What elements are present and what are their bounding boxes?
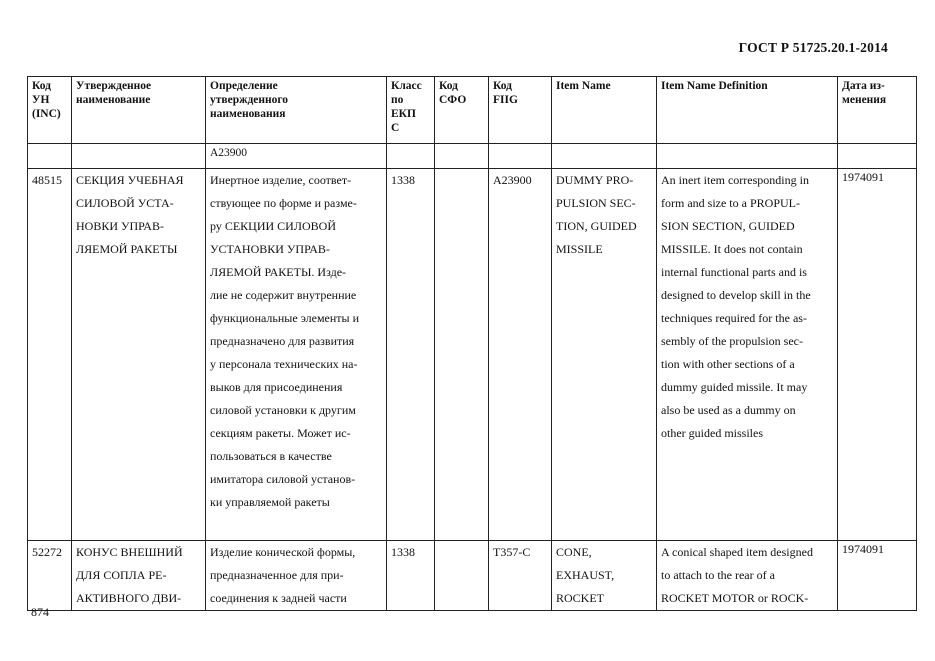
text-line: tion with other sections of a <box>661 357 795 371</box>
table-row <box>28 169 917 541</box>
text-line: наименование <box>76 94 151 106</box>
text-line: ROCKET <box>556 591 604 605</box>
item-name-cell <box>552 541 657 611</box>
text-line: (INC) <box>32 108 61 120</box>
column-header-definition <box>206 77 387 144</box>
table-row-continuation <box>28 144 917 169</box>
class-cell: 1338 <box>387 169 435 541</box>
text-line: лие не содержит внутренние <box>210 288 357 302</box>
fiig-cell: A23900 <box>489 169 552 541</box>
text-line: Класс <box>391 80 422 92</box>
text-line: КОНУС ВНЕШНИЙ <box>76 545 183 559</box>
sfo-cell <box>435 169 489 541</box>
text-line: секциям ракеты. Может ис- <box>210 426 351 440</box>
nomenclature-table <box>27 76 917 611</box>
text-line: Item Name <box>556 80 611 92</box>
text-line: СИЛОВОЙ УСТА- <box>76 196 174 210</box>
text-line: ЕКП <box>391 108 416 120</box>
text-line: Определение <box>210 80 278 92</box>
column-header-approved-name <box>72 77 206 144</box>
item-name-definition-cell <box>657 541 838 611</box>
text-line: also be used as a dummy on <box>661 403 796 417</box>
text-line: СФО <box>439 94 467 106</box>
text-line: соединения к задней части <box>210 591 347 605</box>
text-line: утвержденного <box>210 94 289 106</box>
fiig-cell: T357-C <box>489 541 552 611</box>
text-line: Утвержденное <box>76 80 152 92</box>
text-line: имитатора силовой установ- <box>210 472 356 486</box>
text-line: MISSILE. It does not contain <box>661 242 803 256</box>
text-line: Изделие конической формы, <box>210 545 356 559</box>
text-line: Дата из- <box>842 80 885 92</box>
column-header-sfo <box>435 77 489 144</box>
text-line: силовой установки к другим <box>210 403 356 417</box>
text-line: techniques required for the as- <box>661 311 807 325</box>
text-line: Инертное изделие, соответ- <box>210 173 352 187</box>
text-line: EXHAUST, <box>556 568 615 582</box>
document-standard-title: ГОСТ Р 51725.20.1-2014 <box>738 40 888 55</box>
approved-name-cell <box>72 169 206 541</box>
text-line: SION SECTION, GUIDED <box>661 219 795 233</box>
text-line: функциональные элементы и <box>210 311 360 325</box>
text-line: designed to develop skill in the <box>661 288 811 302</box>
approved-name-cell <box>72 541 206 611</box>
column-header-change-date <box>838 77 917 144</box>
text-line: по <box>391 94 404 106</box>
table-row <box>28 541 917 611</box>
text-line: Код <box>493 80 513 92</box>
text-line: ру СЕКЦИИ СИЛОВОЙ <box>210 219 336 233</box>
text-line: НОВКИ УПРАВ- <box>76 219 164 233</box>
text-line: to attach to the rear of a <box>661 568 775 582</box>
text-line: sembly of the propulsion sec- <box>661 334 803 348</box>
page-number: 874 <box>31 605 49 619</box>
text-line: пользоваться в качестве <box>210 449 332 463</box>
column-header-fiig <box>489 77 552 144</box>
text-line: PULSION SEC- <box>556 196 636 210</box>
text-line: dummy guided missile. It may <box>661 380 808 394</box>
text-line: other guided missiles <box>661 426 763 440</box>
text-line: менения <box>842 94 887 106</box>
column-header-item-name <box>552 77 657 144</box>
text-line: FIIG <box>493 94 518 106</box>
text-line: CONE, <box>556 545 592 559</box>
text-line: СЕКЦИЯ УЧЕБНАЯ <box>76 173 184 187</box>
text-line: ЛЯЕМОЙ РАКЕТЫ <box>76 242 178 256</box>
table-header-row <box>28 77 917 144</box>
text-line: УН <box>32 94 50 106</box>
text-line: ЛЯЕМОЙ РАКЕТЫ. Изде- <box>210 265 347 279</box>
text-line: An inert item corresponding in <box>661 173 809 187</box>
text-line: наименования <box>210 108 286 120</box>
text-line: ДЛЯ СОПЛА РЕ- <box>76 568 167 582</box>
sfo-cell <box>435 541 489 611</box>
text-line: TION, GUIDED <box>556 219 637 233</box>
inc-cell: 52272 <box>28 541 72 611</box>
text-line: у персонала технических на- <box>210 357 358 371</box>
column-header-inc <box>28 77 72 144</box>
text-line: DUMMY PRO- <box>556 173 634 187</box>
definition-continuation: А23900 <box>206 144 387 169</box>
text-line: АКТИВНОГО ДВИ- <box>76 591 182 605</box>
text-line: Item Name Definition <box>661 80 768 92</box>
text-line: internal functional parts and is <box>661 265 807 279</box>
text-line: Код <box>32 80 52 92</box>
text-line: выков для присоединения <box>210 380 343 394</box>
text-line: Код <box>439 80 459 92</box>
definition-cell <box>206 169 387 541</box>
item-name-definition-cell <box>657 169 838 541</box>
text-line: MISSILE <box>556 242 603 256</box>
change-date-cell: 1974091 <box>838 541 917 611</box>
text-line: ки управляемой ракеты <box>210 495 330 509</box>
column-header-item-name-definition <box>657 77 838 144</box>
text-line: A conical shaped item designed <box>661 545 813 559</box>
item-name-cell <box>552 169 657 541</box>
text-line: УСТАНОВКИ УПРАВ- <box>210 242 330 256</box>
text-line: ствующее по форме и разме- <box>210 196 357 210</box>
text-line: form and size to a PROPUL- <box>661 196 800 210</box>
text-line: ROCKET MOTOR or ROCK- <box>661 591 809 605</box>
column-header-class <box>387 77 435 144</box>
definition-cell <box>206 541 387 611</box>
class-cell: 1338 <box>387 541 435 611</box>
text-line: предназначено для развития <box>210 334 355 348</box>
text-line: предназначенное для при- <box>210 568 344 582</box>
inc-cell: 48515 <box>28 169 72 541</box>
text-line: С <box>391 122 400 134</box>
change-date-cell: 1974091 <box>838 169 917 541</box>
